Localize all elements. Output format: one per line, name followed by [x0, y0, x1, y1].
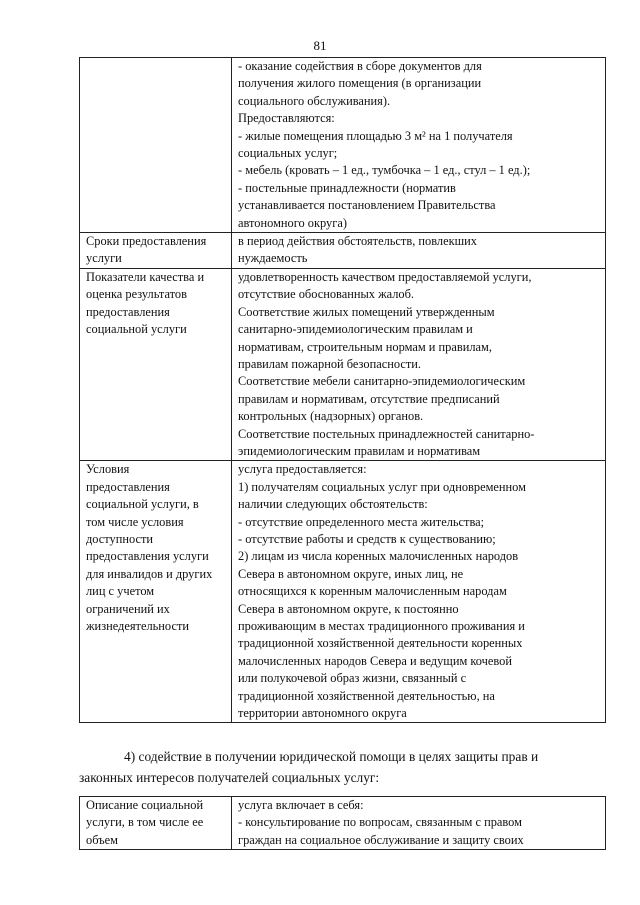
text-line: для инвалидов и других [86, 566, 213, 581]
text-line: Соответствие постельных принадлежностей санитарно- [238, 426, 535, 441]
table-row [80, 461, 606, 723]
text-line: относящихся к коренным малочисленным народам [238, 584, 507, 599]
text-line: социальной услуги [86, 322, 187, 337]
paragraph-line-2: законных интересов получателей социальных услуг: [79, 770, 380, 785]
text-line: получения жилого помещения (в организации [238, 76, 482, 91]
text-line: предоставления [86, 304, 170, 319]
text-line: - мебель (кровать – 1 ед., тумбочка – 1 ед., стул – 1 ед.); [238, 163, 531, 178]
text-line: социального обслуживания). [238, 93, 391, 108]
text-line: Севера в автономном округе, иных лиц, не [238, 566, 464, 581]
legal-aid-table [79, 796, 606, 850]
table-row [80, 58, 606, 233]
text-line: предоставления [86, 479, 170, 494]
table-row [80, 233, 606, 269]
text-line: социальной услуги, в [86, 497, 199, 512]
text-line: нуждаемость [238, 251, 308, 266]
text-line: проживающим в местах традиционного проживания и [238, 619, 525, 633]
row-content-cell [232, 797, 606, 850]
text-line: объем [86, 832, 118, 847]
text-line: доступности [86, 531, 154, 546]
text-line: предоставления услуги [86, 549, 209, 564]
text-line: устанавливается постановлением Правительства [238, 198, 496, 213]
text-line: ограничений их [86, 601, 170, 616]
page-number: 81 [313, 38, 327, 53]
text-line: Соответствие жилых помещений утвержденным [238, 304, 495, 319]
row-label-cell [80, 233, 232, 269]
text-line: лиц с учетом [86, 584, 155, 599]
row-content-cell [232, 233, 606, 269]
text-line: - консультирование по вопросам, связанным с правом [238, 815, 522, 830]
text-line: удовлетворенность качеством предоставляемой услуги, [238, 269, 532, 284]
text-line: традиционной хозяйственной деятельности коренных [238, 636, 523, 651]
text-line: отсутствие обоснованных жалоб. [238, 287, 415, 302]
service-table [79, 57, 606, 723]
row-content-cell [232, 58, 606, 233]
text-line: Описание социальной [86, 798, 204, 812]
text-line: в период действия обстоятельств, повлекших [238, 234, 477, 249]
text-line: оценка результатов [86, 287, 187, 302]
text-line: Показатели качества и [86, 269, 205, 284]
text-line: - жилые помещения площадью 3 м² на 1 получателя [238, 128, 513, 143]
text-line: санитарно-эпидемиологическим правилам и [238, 322, 473, 337]
text-line: том числе условия [86, 514, 184, 529]
table-row [80, 797, 606, 850]
service-table-body [80, 58, 606, 723]
text-line: - оказание содействия в сборе документов для [238, 59, 482, 73]
table-row [80, 268, 606, 460]
text-line: Условия [86, 462, 130, 477]
text-line: или полукочевой образ жизни, связанный с [238, 671, 467, 686]
text-line: услуга включает в себя: [238, 798, 364, 812]
row-label-cell [80, 797, 232, 850]
text-line: малочисленных народов Севера и ведущим кочевой [238, 653, 512, 668]
text-line: услуги, в том числе ее [86, 815, 204, 830]
text-line: контрольных (надзорных) органов. [238, 409, 424, 424]
text-line: 2) лицам из числа коренных малочисленных народов [238, 549, 519, 564]
row-content-cell [232, 268, 606, 460]
row-label-cell [80, 58, 232, 233]
text-line: наличии следующих обстоятельств: [238, 497, 428, 512]
text-line: - отсутствие работы и средств к существованию; [238, 531, 496, 546]
text-line: жизнедеятельности [86, 619, 189, 633]
text-line: Предоставляются: [238, 111, 335, 126]
row-content-cell [232, 461, 606, 723]
text-line: территории автономного округа [238, 706, 407, 721]
paragraph-line-1: 4) содействие в получении юридической помощи в целях защиты прав и [124, 749, 539, 764]
row-label-cell [80, 461, 232, 723]
text-line: - отсутствие определенного места жительства; [238, 514, 485, 529]
text-line: услуга предоставляется: [238, 462, 367, 477]
row-label-cell [80, 268, 232, 460]
legal-aid-table-body [80, 797, 606, 850]
text-line: эпидемиологическим правилам и нормативам [238, 443, 481, 458]
text-line: Севера в автономном округе, к постоянно [238, 601, 459, 616]
text-line: Сроки предоставления [86, 234, 207, 249]
text-line: услуги [86, 251, 122, 266]
text-line: традиционной хозяйственной деятельностью, на [238, 688, 495, 703]
text-line: граждан на социальное обслуживание и защиту своих [238, 832, 524, 847]
text-line: правилам пожарной безопасности. [238, 356, 421, 371]
text-line: автономного округа) [238, 215, 347, 230]
text-line: социальных услуг; [238, 146, 338, 161]
text-line: - постельные принадлежности (норматив [238, 180, 456, 195]
text-line: правилам и нормативам, отсутствие предписаний [238, 391, 500, 406]
text-line: 1) получателям социальных услуг при одновременном [238, 479, 526, 494]
text-line: Соответствие мебели санитарно-эпидемиологическим [238, 374, 526, 389]
paragraph-legal-aid [79, 746, 607, 788]
text-line: нормативам, строительным нормам и правилам, [238, 339, 492, 354]
